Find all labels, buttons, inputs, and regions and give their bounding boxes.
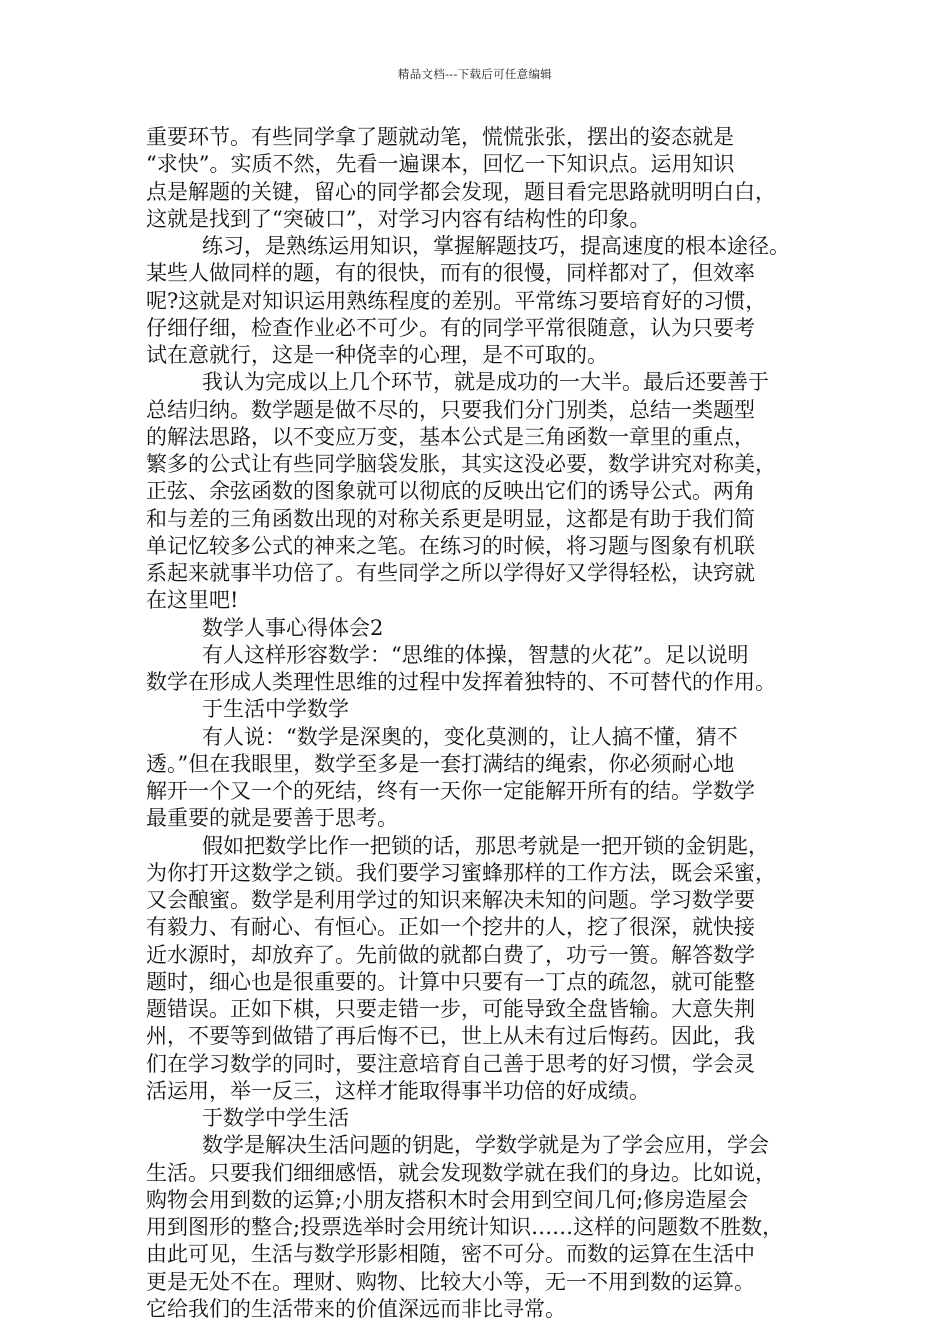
text-line: 于生活中学数学 (202, 697, 349, 722)
text-line: 数学在形成人类理性思维的过程中发挥着独特的、不可替代的作用。 (146, 670, 776, 694)
text-line: 于数学中学生活 (202, 1106, 349, 1130)
text-line: 试在意就行，这是一种侥幸的心理，是不可取的。 (146, 343, 608, 367)
page-header: 精品文档---下载后可任意编辑 (397, 67, 553, 81)
text-line: 生活。只要我们细细感悟，就会发现数学就在我们的身边。比如说， (146, 1160, 776, 1185)
text-line: 最重要的就是要善于思考。 (146, 806, 398, 831)
text-line: 点是解题的关键，留心的同学都会发现，题目看完思路就明明白白， (146, 179, 776, 204)
text-line: 题错误。正如下棋，只要走错一步，可能导致全盘皆输。大意失荆 (146, 997, 755, 1021)
text-line: 假如把数学比作一把锁的话，那思考就是一把开锁的金钥匙， (202, 833, 769, 858)
text-line: 有毅力、有耐心、有恒心。正如一个挖井的人，挖了很深，就快接 (146, 915, 755, 940)
text-line: 活运用，举一反三，这样才能取得事半功倍的好成绩。 (146, 1078, 650, 1103)
text-line: 系起来就事半功倍了。有些同学之所以学得好又学得轻松，诀窍就 (146, 561, 755, 585)
text-line: 仔细仔细，检查作业必不可少。有的同学平常很随意，认为只要考 (146, 315, 755, 340)
text-line: 有人这样形容数学：“思维的体操，智慧的火花”。足以说明 (202, 642, 749, 667)
text-line: 这就是找到了“突破口”，对学习内容有结构性的印象。 (146, 206, 651, 231)
text-line: 单记忆较多公式的神来之笔。在练习的时候，将习题与图象有机联 (146, 533, 755, 558)
text-line: 题时，细心也是很重要的。计算中只要有一丁点的疏忽，就可能整 (146, 969, 755, 994)
text-line: 州，不要等到做错了再后悔不已，世上从未有过后悔药。因此，我 (146, 1024, 755, 1049)
text-line: 数学是解决生活问题的钥匙，学数学就是为了学会应用，学会 (202, 1133, 769, 1158)
text-line: 的解法思路，以不变应万变，基本公式是三角函数一章里的重点， (146, 424, 755, 449)
text-line: “求快”。实质不然，先看一遍课本，回忆一下知识点。运用知识 (146, 152, 735, 177)
text-line: 呢?这就是对知识运用熟练程度的差别。平常练习要培育好的习惯， (146, 288, 767, 313)
text-line: 繁多的公式让有些同学脑袋发胀，其实这没必要，数学讲究对称美， (146, 452, 776, 476)
text-line: 我认为完成以上几个环节，就是成功的一大半。最后还要善于 (202, 370, 769, 395)
text-line: 总结归纳。数学题是做不尽的，只要我们分门别类，总结一类题型 (146, 397, 755, 422)
text-line: 们在学习数学的同时，要注意培育自己善于思考的好习惯，学会灵 (146, 1051, 755, 1076)
document-body (146, 124, 818, 1323)
text-line: 由此可见，生活与数学形影相随，密不可分。而数的运算在生活中 (146, 1242, 755, 1267)
text-line: 某些人做同样的题，有的很快，而有的很慢，同样都对了，但效率 (146, 261, 755, 286)
text-line: 解开一个又一个的死结，终有一天你一定能解开所有的结。学数学 (146, 779, 755, 803)
text-line: 更是无处不在。理财、购物、比较大小等，无一不用到数的运算。 (146, 1269, 755, 1294)
text-line: 它给我们的生活带来的价值深远而非比寻常。 (146, 1296, 566, 1321)
text-line: 近水源时，却放弃了。先前做的就都白费了，功亏一篑。解答数学 (146, 942, 755, 967)
text-line: 又会酿蜜。数学是利用学过的知识来解决未知的问题。学习数学要 (146, 888, 755, 912)
text-line: 数学人事心得体会2 (202, 615, 384, 640)
text-line: 练习，是熟练运用知识，掌握解题技巧，提高速度的根本途径。 (202, 234, 790, 258)
text-line: 购物会用到数的运算;小朋友搭积木时会用到空间几何;修房造屋会 (146, 1187, 749, 1212)
text-line: 正弦、余弦函数的图象就可以彻底的反映出它们的诱导公式。两角 (146, 479, 755, 504)
text-line: 在这里吧! (146, 588, 239, 613)
text-line: 有人说：“数学是深奥的，变化莫测的，让人搞不懂，猜不 (202, 724, 738, 749)
text-line: 透。”但在我眼里，数学至多是一套打满结的绳索，你必须耐心地 (146, 751, 735, 776)
text-line: 用到图形的整合;投票选举时会用统计知识……这样的问题数不胜数， (146, 1215, 784, 1239)
text-line: 为你打开这数学之锁。我们要学习蜜蜂那样的工作方法，既会采蜜， (146, 860, 776, 885)
text-line: 重要环节。有些同学拿了题就动笔，慌慌张张，摆出的姿态就是 (146, 125, 734, 149)
text-line: 和与差的三角函数出现的对称关系更是明显，这都是有助于我们简 (146, 506, 755, 531)
